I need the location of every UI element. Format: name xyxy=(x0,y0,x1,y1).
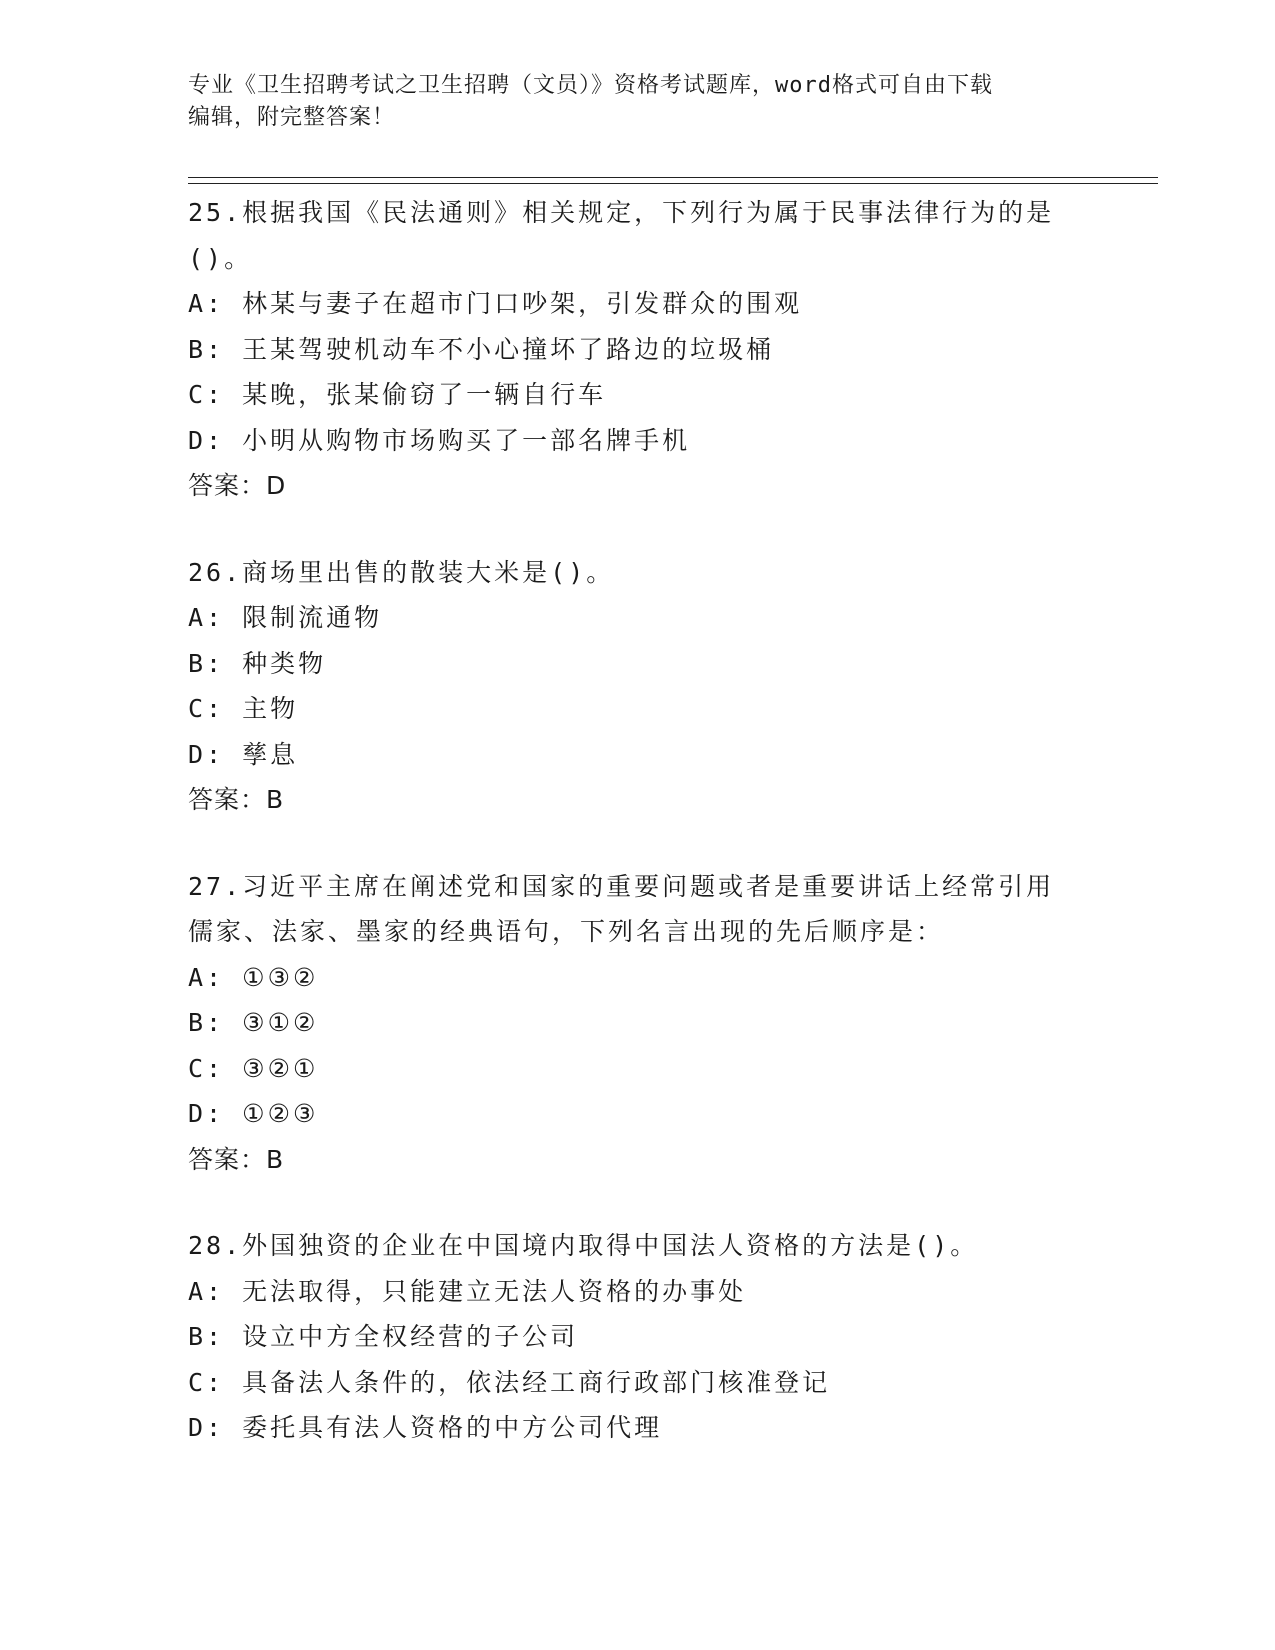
option-b: B: 王某驾驶机动车不小心撞坏了路边的垃圾桶 xyxy=(188,334,775,364)
question-stem: 28.外国独资的企业在中国境内取得中国法人资格的方法是()。 xyxy=(188,1231,979,1260)
question-list xyxy=(188,190,1088,1492)
answer-line: 答案：B xyxy=(188,1144,285,1174)
answer-line: 答案：B xyxy=(188,785,285,814)
option-b: B: 种类物 xyxy=(188,648,327,678)
option-a: A: ①③② xyxy=(188,962,319,992)
option-c: C: 某晚，张某偷窃了一辆自行车 xyxy=(188,380,607,409)
question-27 xyxy=(188,864,1088,1183)
header-divider-top xyxy=(188,177,1158,178)
option-a: A: 林某与妻子在超市门口吵架，引发群众的围观 xyxy=(188,289,803,318)
option-d: D: ①②③ xyxy=(188,1099,319,1128)
option-a: A: 无法取得，只能建立无法人资格的办事处 xyxy=(188,1276,747,1306)
option-d: D: 小明从购物市场购买了一部名牌手机 xyxy=(188,425,691,455)
header-line-1: 专业《卫生招聘考试之卫生招聘（文员）》资格考试题库，word格式可自由下载 xyxy=(188,73,993,98)
header-line-2: 编辑，附完整答案！ xyxy=(188,105,396,130)
option-c: C: 主物 xyxy=(188,694,299,723)
question-28 xyxy=(188,1223,1088,1451)
question-26 xyxy=(188,550,1088,823)
question-stem-continued: 儒家、法家、墨家的经典语句，下列名言出现的先后顺序是： xyxy=(188,917,945,946)
question-stem-continued: ()。 xyxy=(188,243,253,273)
question-stem: 26.商场里出售的散装大米是()。 xyxy=(188,557,615,587)
option-c: C: 具备法人条件的，依法经工商行政部门核准登记 xyxy=(188,1367,831,1397)
question-25 xyxy=(188,190,1088,509)
option-b: B: ③①② xyxy=(188,1008,319,1037)
option-b: B: 设立中方全权经营的子公司 xyxy=(188,1322,579,1351)
answer-line: 答案：D xyxy=(188,471,287,500)
option-d: D: 委托具有法人资格的中方公司代理 xyxy=(188,1413,663,1442)
question-stem: 27.习近平主席在阐述党和国家的重要问题或者是重要讲话上经常引用 xyxy=(188,871,1055,901)
option-c: C: ③②① xyxy=(188,1053,319,1083)
page-header xyxy=(188,70,1088,134)
option-d: D: 孳息 xyxy=(188,739,299,769)
option-a: A: 限制流通物 xyxy=(188,603,383,632)
header-divider-bottom xyxy=(188,183,1158,184)
question-stem: 25.根据我国《民法通则》相关规定，下列行为属于民事法律行为的是 xyxy=(188,198,1055,227)
